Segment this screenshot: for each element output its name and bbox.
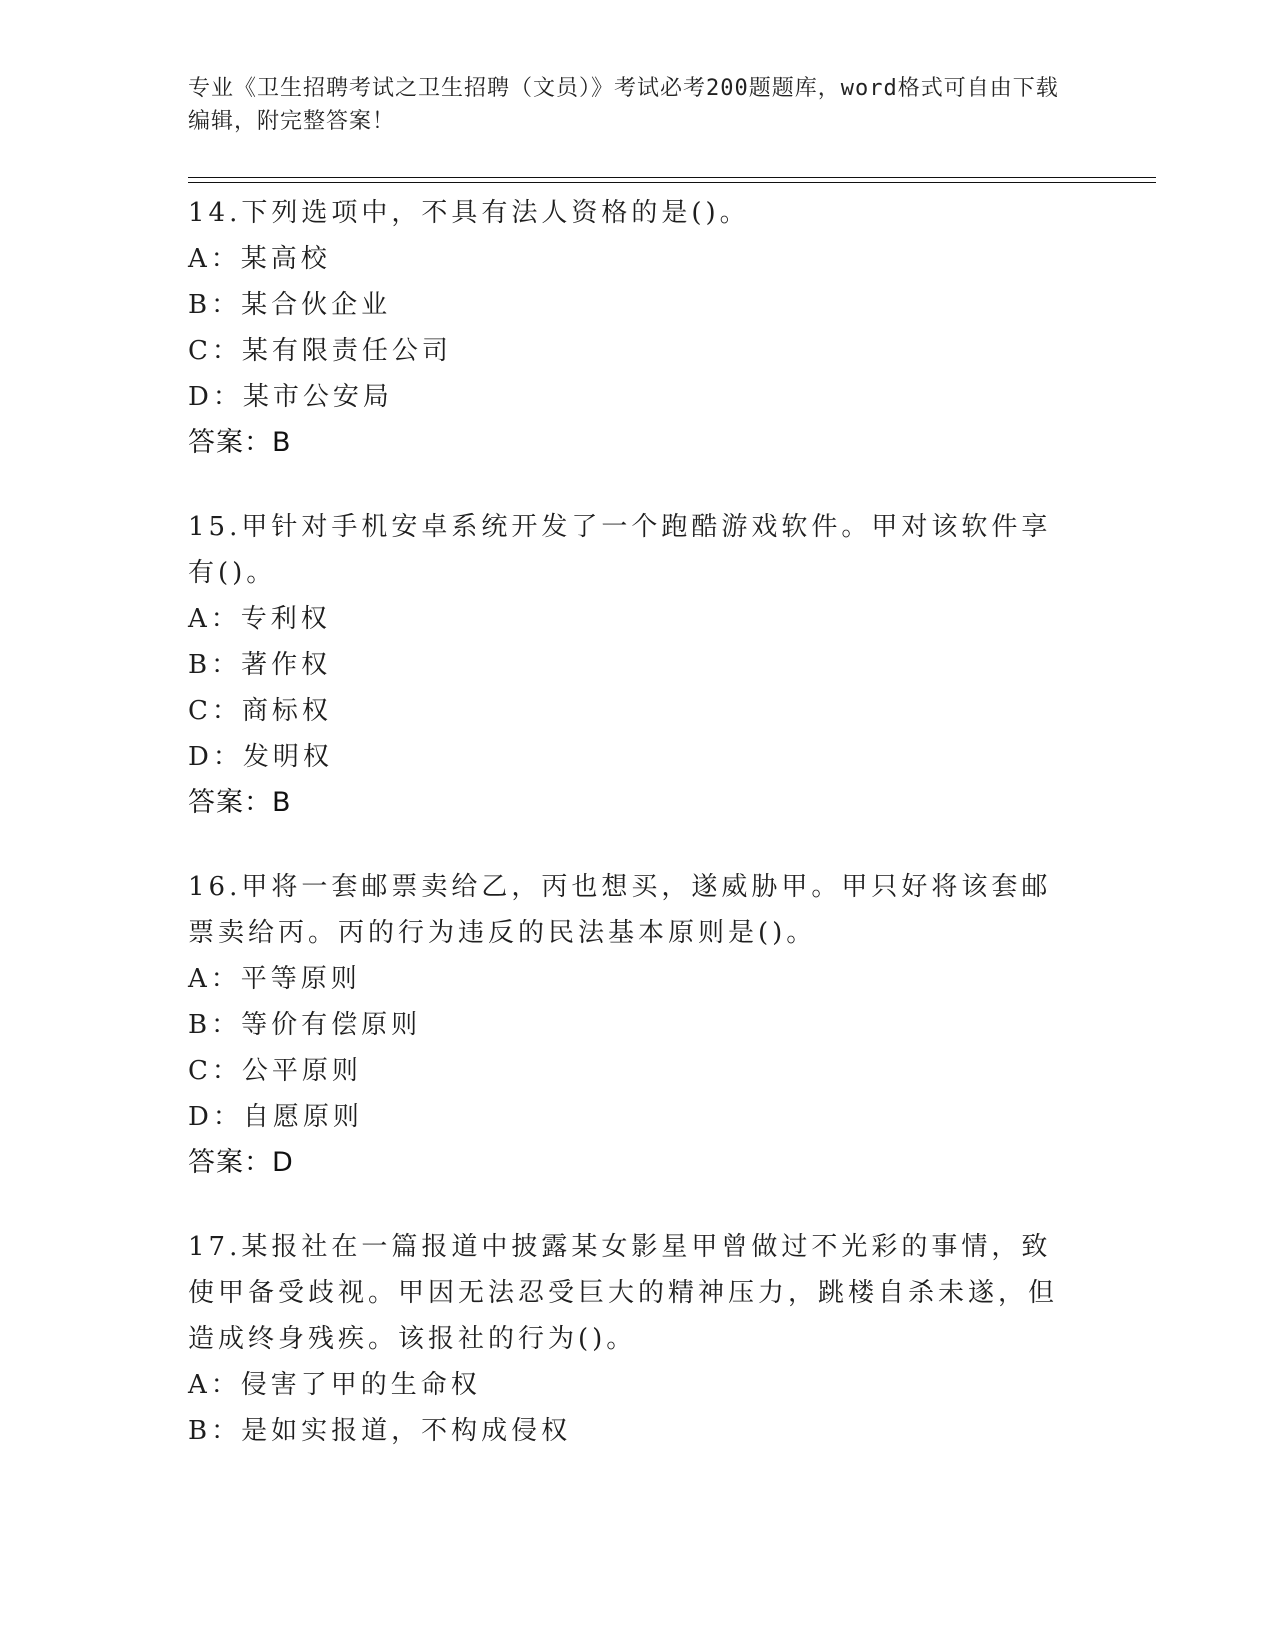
- option-b: B：著作权: [188, 650, 332, 680]
- option-a: A：侵害了甲的生命权: [188, 1370, 481, 1400]
- question-stem: 16.甲将一套邮票卖给乙，丙也想买，遂威胁甲。甲只好将该套邮票卖给丙。丙的行为违反的民法基本原则是()。: [188, 872, 1052, 948]
- header-divider-bottom: [188, 182, 1156, 183]
- option-c: C：商标权: [188, 696, 332, 726]
- question-14: [188, 190, 1068, 466]
- header-divider-top: [188, 177, 1156, 178]
- question-stem: 14.下列选项中，不具有法人资格的是()。: [188, 198, 750, 228]
- question-16: [188, 864, 1068, 1186]
- option-b: B：等价有偿原则: [188, 1010, 422, 1040]
- question-15: [188, 504, 1068, 826]
- option-d: D：某市公安局: [188, 382, 393, 412]
- option-d: D：发明权: [188, 742, 333, 772]
- option-a: A：专利权: [188, 604, 331, 634]
- option-a: A：某高校: [188, 244, 331, 274]
- answer: 答案：B: [188, 427, 292, 458]
- option-c: C：某有限责任公司: [188, 336, 452, 366]
- option-d: D：自愿原则: [188, 1102, 363, 1132]
- question-list: [188, 190, 1088, 1492]
- document-header: 专业《卫生招聘考试之卫生招聘（文员）》考试必考200题题库，word格式可自由下载编辑，附完整答案！: [188, 76, 1059, 134]
- option-b: B：是如实报道，不构成侵权: [188, 1416, 572, 1446]
- option-b: B：某合伙企业: [188, 290, 392, 320]
- option-c: C：公平原则: [188, 1056, 362, 1086]
- answer: 答案：B: [188, 787, 292, 818]
- question-17: [188, 1224, 1068, 1454]
- answer: 答案：D: [188, 1147, 294, 1178]
- option-a: A：平等原则: [188, 964, 361, 994]
- question-stem: 15.甲针对手机安卓系统开发了一个跑酷游戏软件。甲对该软件享有()。: [188, 512, 1052, 588]
- question-stem: 17.某报社在一篇报道中披露某女影星甲曾做过不光彩的事情，致使甲备受歧视。甲因无法忍受巨大的精神压力，跳楼自杀未遂，但造成终身残疾。该报社的行为()。: [188, 1232, 1059, 1354]
